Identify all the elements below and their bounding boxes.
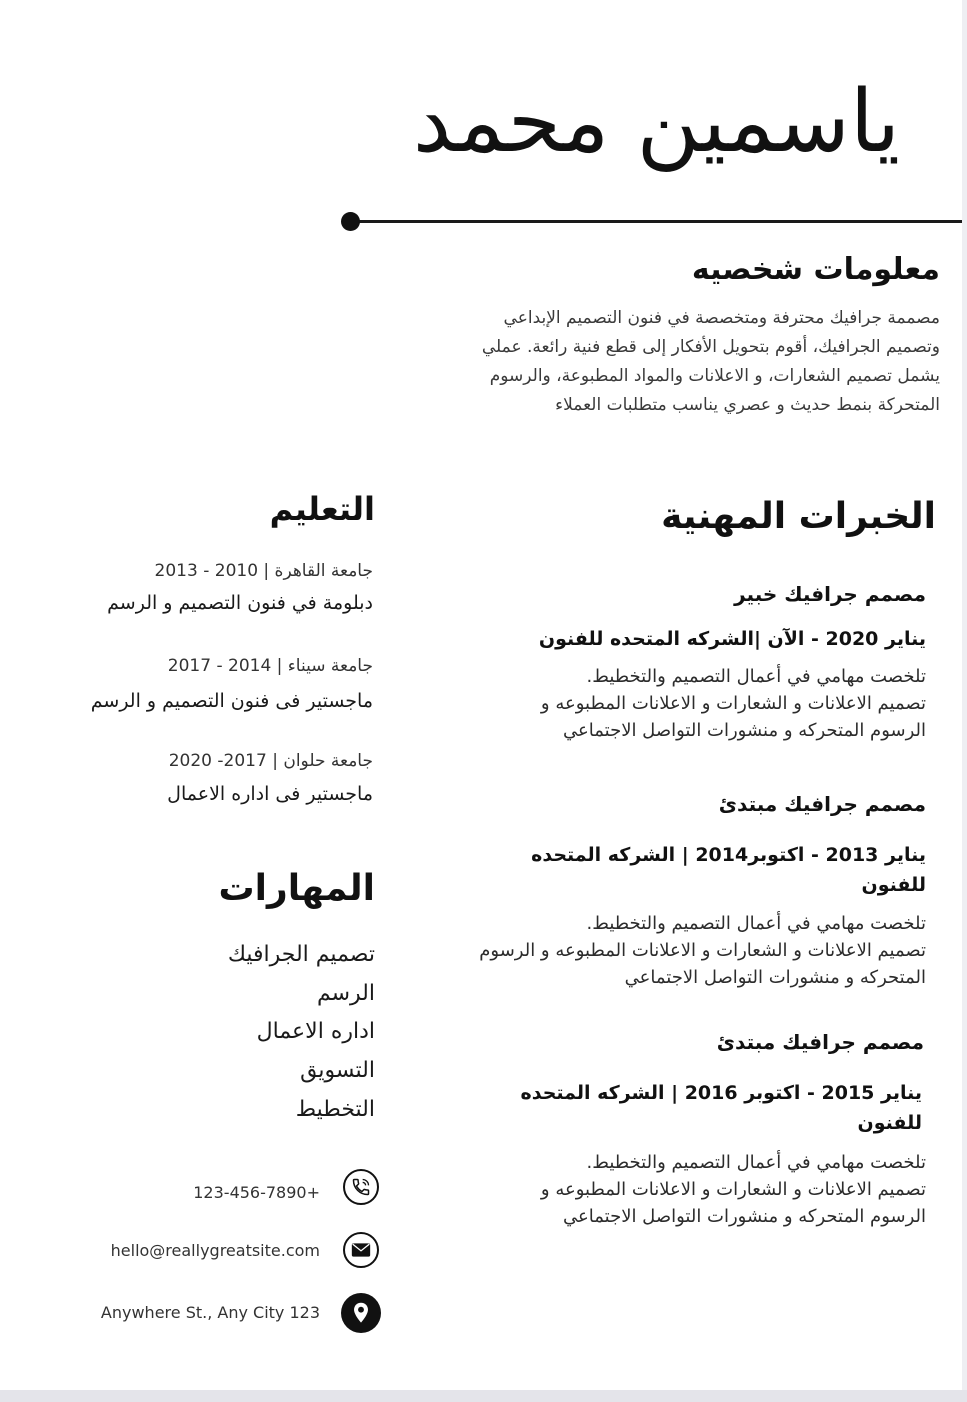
job-desc-line: الرسوم المتحركه و منشورات التواصل الاجتماعي <box>563 1206 926 1227</box>
education-heading: التعليم <box>269 490 375 528</box>
phone-icon <box>343 1169 379 1205</box>
job-description <box>446 663 926 744</box>
job-meta: يناير 2020 - الآن |الشركه المتحده للفنون <box>538 628 926 650</box>
profile-text <box>420 304 940 420</box>
education-meta: جامعة سيناء | 2014 - 2017 <box>167 656 373 676</box>
job-desc-line: الرسوم المتحركه و منشورات التواصل الاجتماعي <box>563 720 926 741</box>
header-divider <box>350 220 962 223</box>
job-desc-line: تصميم الاعلانات و الشعارات و الاعلانات المطبوعه و <box>540 1179 926 1200</box>
job-desc-line: تصميم الاعلانات و الشعارات و الاعلانات المطبوعه و <box>540 693 926 714</box>
profile-heading: معلومات شخصيه <box>691 252 940 287</box>
job-title: مصمم جرافيك مبتدئ <box>716 1030 924 1054</box>
education-meta: جامعة القاهرة | 2010 - 2013 <box>154 561 373 581</box>
skills-heading: المهارات <box>218 868 375 909</box>
candidate-name: ياسمين محمد <box>412 72 900 172</box>
skills-list <box>75 936 375 1130</box>
job-meta: يناير 2013 - اكتوبر2014 | الشركه المتحده للفنون <box>531 844 926 896</box>
email-text: hello@reallygreatsite.com <box>110 1241 320 1260</box>
job-meta: يناير 2015 - اكتوبر 2016 | الشركه المتحده للفنون <box>520 1082 922 1134</box>
envelope-icon <box>343 1232 379 1268</box>
address-text: Anywhere St., Any City 123 <box>100 1303 320 1322</box>
profile-line: يشمل تصميم الشعارات، و الاعلانات والمواد المطبوعة، والرسوم <box>489 366 940 386</box>
job-desc-line: المتحركه و منشورات التواصل الاجتماعي <box>624 967 926 988</box>
job-desc-line: تصميم الاعلانات و الشعارات و الاعلانات المطبوعه و الرسوم <box>479 940 926 961</box>
education-degree: دبلومة في فنون التصميم و الرسم <box>107 592 373 614</box>
skill-item: الرسم <box>316 980 375 1006</box>
job-desc-line: تلخصت مهامي في أعمال التصميم والتخطيط. <box>586 666 926 687</box>
profile-line: المتحركة بنمط حديث و عصري يناسب متطلبات العملاء <box>555 395 940 415</box>
profile-line: وتصميم الجرافيك، أقوم بتحويل الأفكار إلى قطع فنية رائعة. عملي <box>481 337 940 357</box>
phone-text: 123-456-7890+ <box>193 1183 320 1202</box>
job-title: مصمم جرافيك مبتدئ <box>718 792 926 816</box>
job-desc-line: تلخصت مهامي في أعمال التصميم والتخطيط. <box>586 1152 926 1173</box>
skill-item: التسويق <box>300 1058 375 1084</box>
skill-item: اداره الاعمال <box>256 1019 375 1045</box>
skill-item: تصميم الجرافيك <box>227 942 375 967</box>
job-title: مصمم جرافيك خبير <box>734 582 926 606</box>
divider-dot <box>341 212 360 231</box>
profile-line: مصممة جرافيك محترفة ومتخصصة في فنون التصميم الإبداعي <box>503 308 940 328</box>
experience-heading: الخبرات المهنية <box>661 496 936 537</box>
job-description <box>446 910 926 991</box>
location-pin-icon <box>341 1293 381 1333</box>
job-desc-line: تلخصت مهامي في أعمال التصميم والتخطيط. <box>586 913 926 934</box>
education-degree: ماجستير فى اداره الاعمال <box>167 783 373 805</box>
page-edge-bottom <box>0 1390 967 1402</box>
education-meta: جامعة حلوان | 2017- 2020 <box>168 751 373 771</box>
skill-item: التخطيط <box>295 1096 375 1122</box>
page-edge-right <box>962 0 967 1402</box>
job-description <box>446 1149 926 1230</box>
education-degree: ماجستير فى فنون التصميم و الرسم <box>90 690 373 712</box>
